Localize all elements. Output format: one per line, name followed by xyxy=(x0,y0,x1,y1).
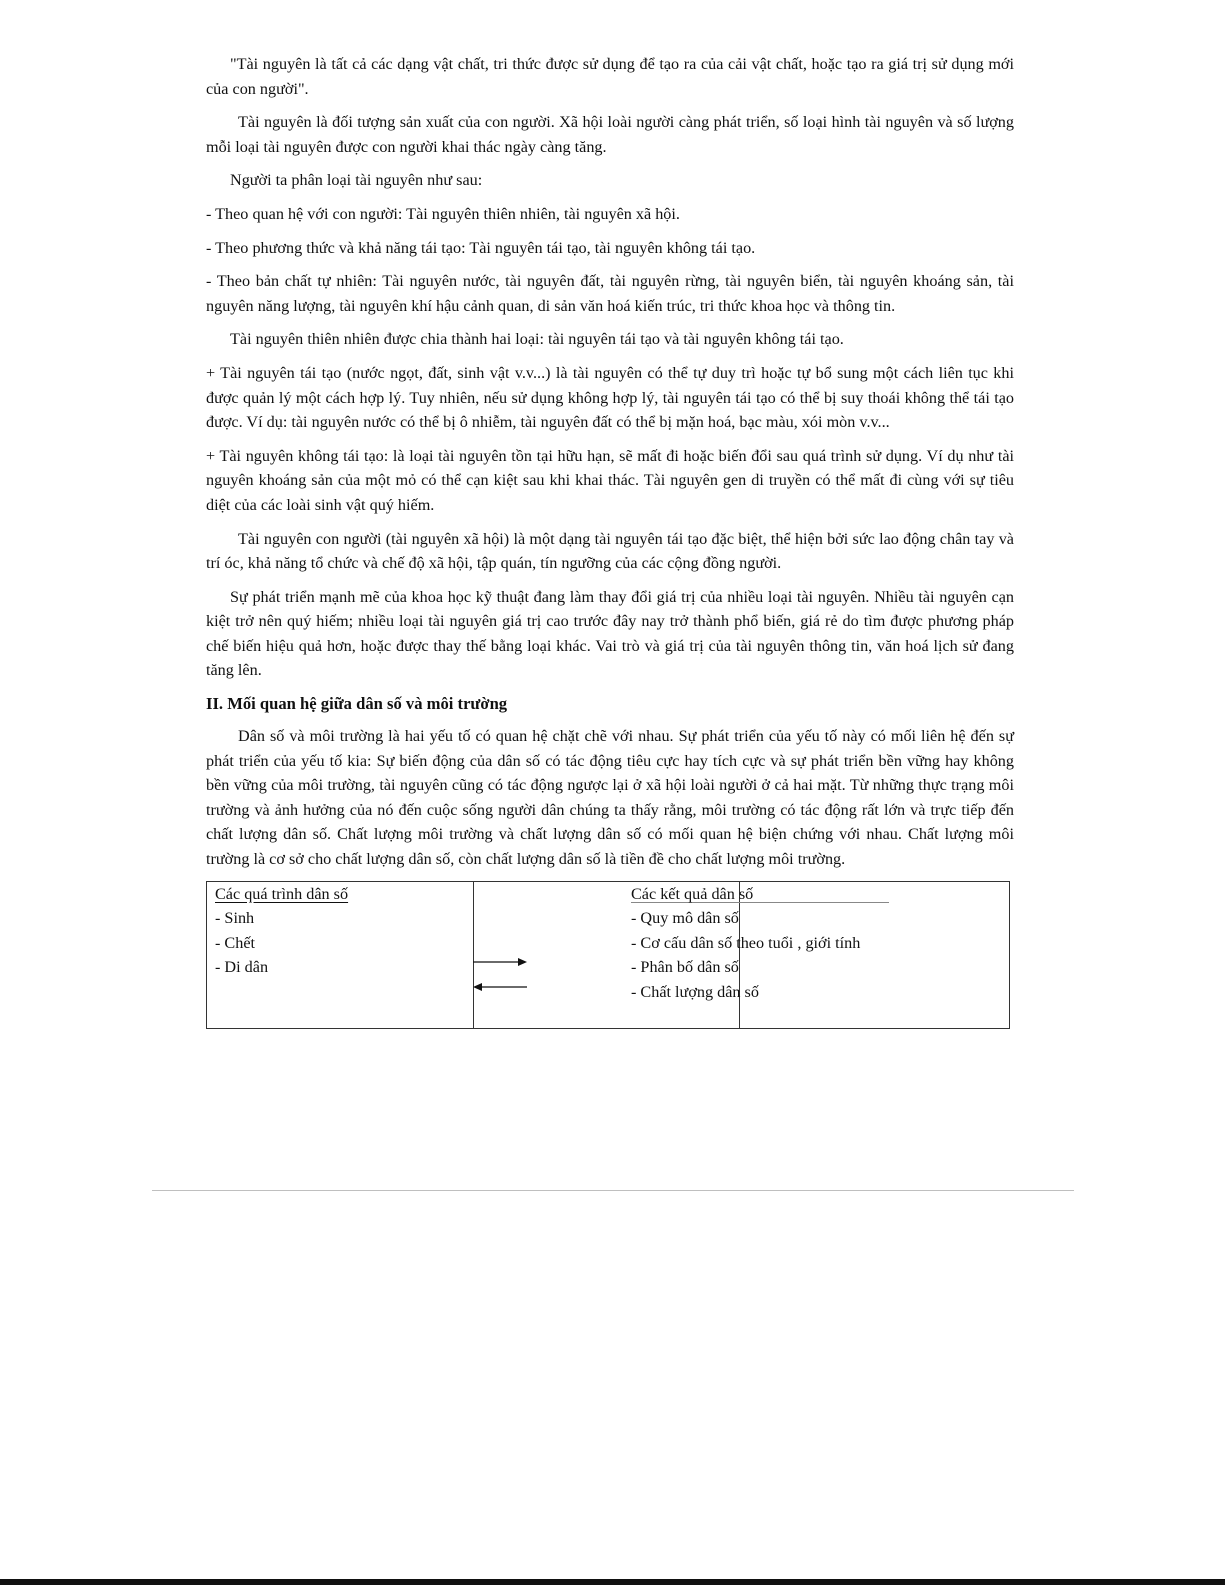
paragraph: Người ta phân loại tài nguyên như sau: xyxy=(230,171,483,190)
process-item: - Chết xyxy=(215,933,256,952)
process-item: - Sinh xyxy=(215,909,255,928)
page-separator xyxy=(152,1190,1074,1191)
result-item: - Quy mô dân số xyxy=(631,909,739,928)
paragraph: - Theo bản chất tự nhiên: Tài nguyên nước, tài nguyên đất, tài nguyên rừng, tài nguyên biển, tài nguyên khoáng sản, tài nguyên năng lượng, tài nguyên khí hậu cảnh quan, di sản văn hoá kiến trúc, tri thức khoa học và thông tin. xyxy=(206,272,1014,315)
section-heading: II. Mối quan hệ giữa dân số và môi trường xyxy=(206,694,508,714)
paragraph: Tài nguyên thiên nhiên được chia thành hai loại: tài nguyên tái tạo và tài nguyên không tái tạo. xyxy=(230,330,844,349)
process-item: - Di dân xyxy=(215,958,269,977)
population-processes xyxy=(215,882,348,980)
paragraph: "Tài nguyên là tất cả các dạng vật chất, tri thức được sử dụng để tạo ra của cải vật chất, hoặc tạo ra giá trị sử dụng mới của con người". xyxy=(206,55,1014,98)
bottom-bar xyxy=(0,1579,1225,1585)
paragraph: Sự phát triển mạnh mẽ của khoa học kỹ thuật đang làm thay đổi giá trị của nhiều loại tài nguyên. Nhiều tài nguyên cạn kiệt trở nên quý hiếm; nhiều loại tài nguyên giá trị cao trước đây nay trở thành phổ biến, giá rẻ do tìm được phương pháp chế biến hiệu quả hơn, hoặc được thay thế bằng loại khác. Vai trò và giá trị của tài nguyên thông tin, văn hoá lịch sử đang tăng lên. xyxy=(206,587,1014,680)
results-title: Các kết quả dân số xyxy=(631,884,754,903)
bidirectional-arrow-icon xyxy=(473,954,533,994)
population-results xyxy=(631,882,860,1005)
population-diagram xyxy=(206,881,1010,1029)
paragraph: - Theo quan hệ với con người: Tài nguyên thiên nhiên, tài nguyên xã hội. xyxy=(206,204,680,223)
result-item: - Chất lượng dân số xyxy=(631,983,759,1001)
paragraph: + Tài nguyên không tái tạo: là loại tài nguyên tồn tại hữu hạn, sẽ mất đi hoặc biến đổi sau quá trình sử dụng. Ví dụ như tài nguyên khoáng sản của một mỏ có thể cạn kiệt sau khi khai thác. Tài nguyên gen di truyền có thể mất đi cùng với sự tiêu diệt của các loài sinh vật quý hiếm. xyxy=(206,446,1014,514)
paragraph: Dân số và môi trường là hai yếu tố có quan hệ chặt chẽ với nhau. Sự phát triển của yếu tố này có mối liên hệ đến sự phát triển của yếu tố kia: Sự biến động của dân số có tác động tiêu cực hay tích cực và sự phát triển bền vững hay không bền vững của môi trường, tài nguyên cũng có tác động ngược lại ở xã hội loài người ở cả hai mặt. Từ những thực trạng môi trường và ảnh hưởng của nó đến cuộc sống người dân chúng ta thấy rằng, môi trường có tác động rất lớn và trực tiếp đến chất lượng dân số. Chất lượng môi trường và chất lượng dân số có mối quan hệ biện chứng với nhau. Chất lượng môi trường là cơ sở cho chất lượng dân số, còn chất lượng dân số là tiền đề cho chất lượng môi trường. xyxy=(206,727,1014,869)
paragraph: Tài nguyên con người (tài nguyên xã hội) là một dạng tài nguyên tái tạo đặc biệt, thể hiện bởi sức lao động chân tay và trí óc, khả năng tổ chức và chế độ xã hội, tập quán, tín ngưỡng của các cộng đồng người. xyxy=(206,529,1014,573)
result-item: - Phân bố dân số xyxy=(631,958,739,977)
paragraph: + Tài nguyên tái tạo (nước ngọt, đất, sinh vật v.v...) là tài nguyên có thể tự duy trì hoặc tự bổ sung một cách liên tục khi được quản lý một cách hợp lý. Tuy nhiên, nếu sử dụng không hợp lý, tài nguyên tái tạo có thể bị suy thoái không thể tái tạo được. Ví dụ: tài nguyên nước có thể bị ô nhiễm, tài nguyên đất có thể bị mặn hoá, bạc màu, xói mòn v.v... xyxy=(206,363,1014,432)
result-item: - Cơ cấu dân số theo tuổi , giới tính xyxy=(631,933,861,952)
processes-title: Các quá trình dân số xyxy=(215,884,349,903)
document-body xyxy=(206,52,1014,1029)
arrows xyxy=(473,954,533,1002)
paragraph: Tài nguyên là đối tượng sản xuất của con người. Xã hội loài người càng phát triển, số loại hình tài nguyên và số lượng mỗi loại tài nguyên được con người khai thác ngày càng tăng. xyxy=(206,113,1014,156)
paragraph: - Theo phương thức và khả năng tái tạo: Tài nguyên tái tạo, tài nguyên không tái tạo. xyxy=(206,238,756,257)
